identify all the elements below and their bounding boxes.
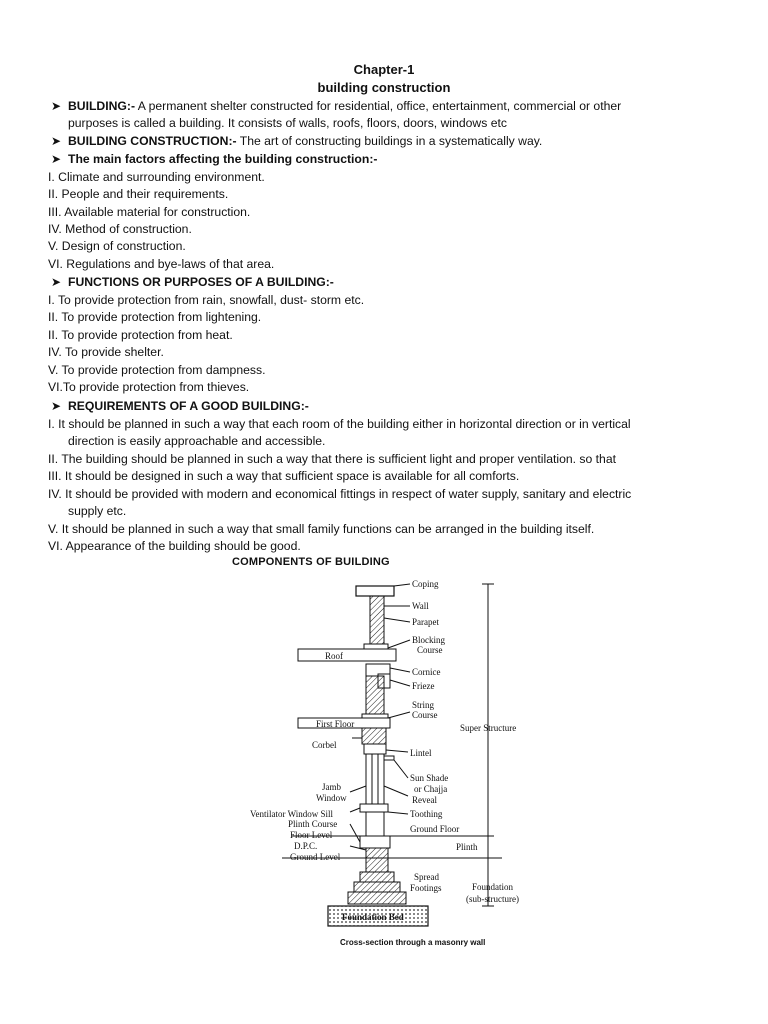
construction-text: The art of constructing buildings in a systematically way. <box>236 134 543 148</box>
label-foundation-1: Foundation <box>472 882 514 892</box>
components-figure <box>232 556 542 956</box>
label-spread-2: Footings <box>410 883 442 893</box>
window-shape <box>366 754 384 804</box>
label-foundation-bed: Foundation Bed <box>342 912 404 922</box>
bullet-arrow-icon: ➤ <box>51 275 62 289</box>
figure-title: COMPONENTS OF BUILDING <box>232 556 390 568</box>
function-item: I. To provide protection from rain, snowfall, dust- storm etc. <box>48 293 365 307</box>
label-reveal: Reveal <box>412 795 437 805</box>
label-sunshade-1: Sun Shade <box>410 773 449 783</box>
label-floor-level: Floor Level <box>290 830 333 840</box>
label-window: Window <box>316 793 347 803</box>
label-cornice: Cornice <box>412 667 441 677</box>
label-super-structure: Super Structure <box>460 723 517 733</box>
label-blocking-1: Blocking <box>412 635 445 645</box>
requirement-item: III. It should be designed in such a way that sufficient space is available for all comforts. <box>48 469 520 483</box>
construction-definition <box>68 133 728 150</box>
requirement-item: VI. Appearance of the building should be good. <box>48 539 301 553</box>
factor-item: IV. Method of construction. <box>48 222 192 236</box>
bullet-arrow-icon: ➤ <box>51 99 62 113</box>
factor-item: I. Climate and surrounding environment. <box>48 170 265 184</box>
label-toothing: Toothing <box>410 809 443 819</box>
factors-heading: The main factors affecting the building construction:- <box>68 152 378 166</box>
label-frieze: Frieze <box>412 681 435 691</box>
bullet-arrow-icon: ➤ <box>51 152 62 166</box>
factor-item: II. People and their requirements. <box>48 187 229 201</box>
label-ground-floor: Ground Floor <box>410 824 460 834</box>
requirement-item: IV. It should be provided with modern and economical fittings in respect of water supply, sanitary and electric <box>48 487 632 501</box>
label-coping: Coping <box>412 579 439 589</box>
wall-section-diagram <box>232 556 542 936</box>
requirement-item-cont: supply etc. <box>68 504 127 518</box>
building-text: A permanent shelter constructed for residential, office, entertainment, commercial or other <box>135 99 622 113</box>
label-roof: Roof <box>325 651 343 661</box>
function-item: IV. To provide shelter. <box>48 345 164 359</box>
function-item: II. To provide protection from heat. <box>48 328 233 342</box>
requirement-item: I. It should be planned in such a way that each room of the building either in horizontal direction or in vertical <box>48 417 631 431</box>
function-item: V. To provide protection from dampness. <box>48 363 266 377</box>
figure-caption: Cross-section through a masonry wall <box>340 938 486 947</box>
label-parapet: Parapet <box>412 617 439 627</box>
construction-label: BUILDING CONSTRUCTION:- <box>68 134 237 148</box>
label-ground-level: Ground Level <box>290 852 341 862</box>
requirement-item-cont: direction is easily approachable and accessible. <box>68 434 326 448</box>
chapter-heading: Chapter-1 <box>353 62 415 77</box>
requirement-item: V. It should be planned in such a way that small family functions can be arranged in the building itself. <box>48 522 595 536</box>
label-first-floor: First Floor <box>316 719 355 729</box>
label-plinth-course: Plinth Course <box>288 819 338 829</box>
requirement-item: II. The building should be planned in such a way that there is sufficient light and proper ventilation. so that <box>48 452 616 466</box>
factor-item: V. Design of construction. <box>48 239 186 253</box>
factor-item: VI. Regulations and bye-laws of that area. <box>48 257 275 271</box>
coping-shape <box>356 586 394 596</box>
building-definition <box>68 98 728 115</box>
label-corbel: Corbel <box>312 740 337 750</box>
label-lintel: Lintel <box>410 748 432 758</box>
label-string-1: String <box>412 700 435 710</box>
label-blocking-2: Course <box>417 645 443 655</box>
label-ventilator: Ventilator Window Sill <box>250 809 333 819</box>
label-foundation-2: (sub-structure) <box>466 894 519 904</box>
building-definition-cont: purposes is called a building. It consists of walls, roofs, floors, doors, windows etc <box>68 116 507 130</box>
requirements-heading: REQUIREMENTS OF A GOOD BUILDING:- <box>68 399 309 413</box>
label-dpc: D.P.C. <box>294 841 318 851</box>
spread-footing-shape <box>348 892 406 904</box>
function-item: VI.To provide protection from thieves. <box>48 380 250 394</box>
factor-item: III. Available material for construction. <box>48 205 251 219</box>
label-string-2: Course <box>412 710 438 720</box>
label-jamb: Jamb <box>322 782 341 792</box>
bullet-arrow-icon: ➤ <box>51 399 62 413</box>
label-sunshade-2: or Chajja <box>414 784 448 794</box>
label-wall: Wall <box>412 601 429 611</box>
functions-heading: FUNCTIONS OR PURPOSES OF A BUILDING:- <box>68 275 334 289</box>
building-label: BUILDING:- <box>68 99 136 113</box>
label-plinth: Plinth <box>456 842 478 852</box>
bullet-arrow-icon: ➤ <box>51 134 62 148</box>
chapter-subtitle: building construction <box>317 80 451 95</box>
label-spread-1: Spread <box>414 872 439 882</box>
roof-slab-shape <box>298 649 396 661</box>
function-item: II. To provide protection from lightening. <box>48 310 262 324</box>
